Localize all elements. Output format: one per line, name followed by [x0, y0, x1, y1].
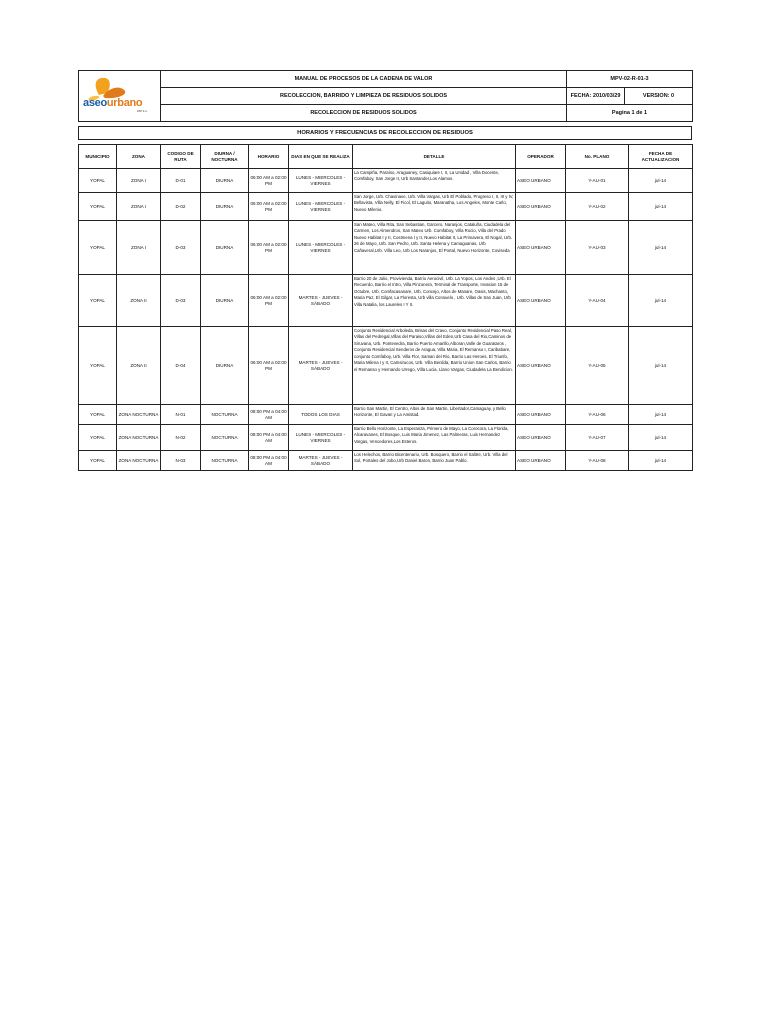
zona-cell: ZONA NOCTURNA	[117, 451, 161, 471]
municipio-cell: YOPAL	[79, 405, 117, 425]
municipio-cell: YOPAL	[79, 193, 117, 221]
municipio-cell: YOPAL	[79, 425, 117, 451]
codigo-ruta-cell: D-03	[161, 275, 201, 327]
fecha-cell: jul-14	[629, 425, 693, 451]
column-header: DIAS EN QUE SE REALIZA	[289, 145, 353, 169]
document-version: VERSION: 0	[625, 88, 693, 105]
document-header	[78, 70, 693, 122]
turno-cell: NOCTURNA	[201, 425, 249, 451]
operador-cell: ASEO URBANO	[516, 425, 566, 451]
process-title: RECOLECCION, BARRIDO Y LIMPIEZA DE RESIDUOS SOLIDOS	[161, 88, 567, 105]
fecha-cell: jul-14	[629, 169, 693, 193]
horario-cell: 06:00 AM a 02:00 PM	[249, 221, 289, 275]
column-header: No. PLANO	[566, 145, 629, 169]
table-row	[79, 169, 693, 193]
logo-wordmark: aseourbano	[83, 97, 143, 109]
column-header: DETALLE	[353, 145, 516, 169]
table-header-row	[79, 145, 693, 169]
turno-cell: DIURNA	[201, 193, 249, 221]
dias-cell: LUNES - MIERCOLES - VIERNES	[289, 221, 353, 275]
detalle-cell: San Jorge, Urb. Chavinave, Urb. Villa Vargas, Urb El Poblado, Progreso I, II, III y IV, Bellavista, Villa Nelly, El Ficol, El Laguito, Maranatha, Los Angeles, Monte Carlo, Nuevo Milenio.	[353, 193, 516, 221]
operador-cell: ASEO URBANO	[516, 451, 566, 471]
column-header: DIURNA / NOCTURNA	[201, 145, 249, 169]
turno-cell: DIURNA	[201, 275, 249, 327]
horario-cell: 06:00 AM a 02:00 PM	[249, 327, 289, 405]
fecha-cell: jul-14	[629, 451, 693, 471]
table-row	[79, 221, 693, 275]
detalle-cell: Conjunto Residencial Arboleda, Brisas del Cravo, Conjunto Residencial Paso Real, Villas del Pedregal,Villas del Paraiso,Villas del Eden,Urb Casa del Rio,Caminos de Siruvana, Urb. Pontevedra, Barrio Puerto Amarillo,Alboran,Valle de Guarataros , Conjunto Residencial Senderos de Aragua, Villa Maria, El Remanso I, Caribabare, conjunto Comfaboy, Urb. Villa Flor, Saman del Rio, Barrio Las Heroes, El Triunfo, Maria Milena I y II, Camsirucos, Urb. Villa Benilda, Barrio Union San Carlos, Barrio el Remanso y Hernando Urrego, Villa Lucia, Llano Vargas, Ciudadela La Bendicion.	[353, 327, 516, 405]
plano-cell: Y-AU-01	[566, 169, 629, 193]
column-header: MUNICIPIO	[79, 145, 117, 169]
turno-cell: DIURNA	[201, 169, 249, 193]
table-row	[79, 451, 693, 471]
table-row	[79, 193, 693, 221]
subprocess-title: RECOLECCION DE RESIDUOS SOLIDOS	[161, 105, 567, 122]
logo-cell	[79, 71, 161, 122]
codigo-ruta-cell: D-04	[161, 327, 201, 405]
zona-cell: ZONA NOCTURNA	[117, 405, 161, 425]
turno-cell: DIURNA	[201, 327, 249, 405]
table-row	[79, 405, 693, 425]
zona-cell: ZONA I	[117, 169, 161, 193]
fecha-cell: jul-14	[629, 275, 693, 327]
codigo-ruta-cell: N-03	[161, 451, 201, 471]
column-header: ZONA	[117, 145, 161, 169]
fecha-cell: jul-14	[629, 193, 693, 221]
turno-cell: NOCTURNA	[201, 405, 249, 425]
dias-cell: LUNES - MIERCOLES - VIERNES	[289, 169, 353, 193]
table-row	[79, 425, 693, 451]
column-header: CODIGO DE RUTA	[161, 145, 201, 169]
horario-cell: 06:00 AM a 02:00 PM	[249, 275, 289, 327]
dias-cell: LUNES - MIERCOLES - VIERNES	[289, 193, 353, 221]
zona-cell: ZONA NOCTURNA	[117, 425, 161, 451]
document-sheet	[78, 70, 692, 471]
dias-cell: MARTES - JUEVES - SÁBADO	[289, 327, 353, 405]
zona-cell: ZONA I	[117, 193, 161, 221]
zona-cell: ZONA II	[117, 327, 161, 405]
horario-cell: 06:00 AM a 02:00 PM	[249, 193, 289, 221]
detalle-cell: San Mateo, Villa Rita, San Sebastian, Garcero, Naranjos, Cataluña, Ciudadela del Carmen, Los Almendros, San Mateo Urb. Comfaboy, Villa Rocio, Villa del Prado Nuevo Habitat I y II, Costmena I y II, Nuevo Habitat II, La Primavera, El Nogal, Urb. 26 de Mayo, Urb. San Pedro, Urb. Santa Helena y Camaguanas, Urb Cañaveral,Urb. Villa Leo, Urb Los Naranjos, El Portal, Nuevo Horizonte, Coviseda	[353, 221, 516, 275]
fecha-cell: jul-14	[629, 327, 693, 405]
fecha-cell: jul-14	[629, 405, 693, 425]
column-header: FECHA DE ACTUALIZACION	[629, 145, 693, 169]
horario-cell: 06:00 AM a 02:00 PM	[249, 169, 289, 193]
plano-cell: Y-AU-08	[566, 451, 629, 471]
zona-cell: ZONA I	[117, 221, 161, 275]
horario-cell: 08:00 PM a 04:00 AM	[249, 425, 289, 451]
column-header: HORARIO	[249, 145, 289, 169]
operador-cell: ASEO URBANO	[516, 221, 566, 275]
detalle-cell: Barrio San Martin, El Centro, Altos de San Martin, Libertador,Camaguay, y Bello Horizonte, El Gavan y La Amistad.	[353, 405, 516, 425]
plano-cell: Y-AU-05	[566, 327, 629, 405]
logo-tagline: ESP S.A.	[137, 110, 148, 113]
turno-cell: DIURNA	[201, 221, 249, 275]
municipio-cell: YOPAL	[79, 451, 117, 471]
schedule-table	[78, 144, 693, 471]
codigo-ruta-cell: D-03	[161, 221, 201, 275]
manual-title: MANUAL DE PROCESOS DE LA CADENA DE VALOR	[161, 71, 567, 88]
plano-cell: Y-AU-06	[566, 405, 629, 425]
table-row	[79, 327, 693, 405]
dias-cell: TODOS LOS DIAS	[289, 405, 353, 425]
municipio-cell: YOPAL	[79, 169, 117, 193]
municipio-cell: YOPAL	[79, 221, 117, 275]
operador-cell: ASEO URBANO	[516, 193, 566, 221]
operador-cell: ASEO URBANO	[516, 405, 566, 425]
plano-cell: Y-AU-04	[566, 275, 629, 327]
codigo-ruta-cell: D-02	[161, 193, 201, 221]
plano-cell: Y-AU-03	[566, 221, 629, 275]
plano-cell: Y-AU-07	[566, 425, 629, 451]
section-title: HORARIOS Y FRECUENCIAS DE RECOLECCION DE RESIDUOS	[78, 126, 692, 140]
turno-cell: NOCTURNA	[201, 451, 249, 471]
dias-cell: MARTES - JUEVES - SÁBADO	[289, 451, 353, 471]
fecha-cell: jul-14	[629, 221, 693, 275]
plano-cell: Y-AU-02	[566, 193, 629, 221]
codigo-ruta-cell: D-01	[161, 169, 201, 193]
codigo-ruta-cell: N-01	[161, 405, 201, 425]
document-code: MPV-02-R-01-3	[567, 71, 693, 88]
page-indicator: Pagina 1 de 1	[567, 105, 693, 122]
dias-cell: LUNES - MIERCOLES - VIERNES	[289, 425, 353, 451]
operador-cell: ASEO URBANO	[516, 327, 566, 405]
detalle-cell: Barrio Bello Horizonte, La Esperanza, Primero de Mayo, La Corocora, La Florida, Alcaravanes, El Bosque, Luis Maria Jimenez, Las Palmeras, Luis Hernandez Vargas, Vencedores,Los Esteros.	[353, 425, 516, 451]
table-row	[79, 275, 693, 327]
detalle-cell: Barrio 20 de Julio, Provivienda, Barrio Aerocivil, Urb. La Yopos, Los Andes ,Urb. El Recuerdo, Barrio el Intro, Villa Pinzonera, Terminal de Transporte, Invasion 15 de Octubre, Urb. Comfacasanare, Urb. Concejo, Altos de Manare, Oasis, Machanto, Maria Paz, El Gilgar, La Floresta, Urb villa Consuelo , Urb. Villas de San Juan, Urb Villa Natalia, los Laureles I Y II.	[353, 275, 516, 327]
zona-cell: ZONA II	[117, 275, 161, 327]
detalle-cell: Los Helechos, Barrio Bicentenario, Urb. Bosquero, Barrio el Salitre, Urb. Villa del Sol, Portales del Jobo,Urb Daniel Baron, Barrio Juan Pablo.	[353, 451, 516, 471]
detalle-cell: La Campiña, Paraíso, Araguaney, Casiquiare I, II, La Unidad , Villa Docente, Comfaboy, San Jorge II, Urb Santander,Los Alamos.	[353, 169, 516, 193]
municipio-cell: YOPAL	[79, 327, 117, 405]
horario-cell: 08:00 PM a 04:00 AM	[249, 405, 289, 425]
codigo-ruta-cell: N-02	[161, 425, 201, 451]
horario-cell: 08:00 PM a 04:00 AM	[249, 451, 289, 471]
municipio-cell: YOPAL	[79, 275, 117, 327]
operador-cell: ASEO URBANO	[516, 275, 566, 327]
dias-cell: MARTES - JUEVES - SÁBADO	[289, 275, 353, 327]
operador-cell: ASEO URBANO	[516, 169, 566, 193]
document-date: FECHA: 2010/03/29	[567, 88, 625, 105]
column-header: OPERADOR	[516, 145, 566, 169]
